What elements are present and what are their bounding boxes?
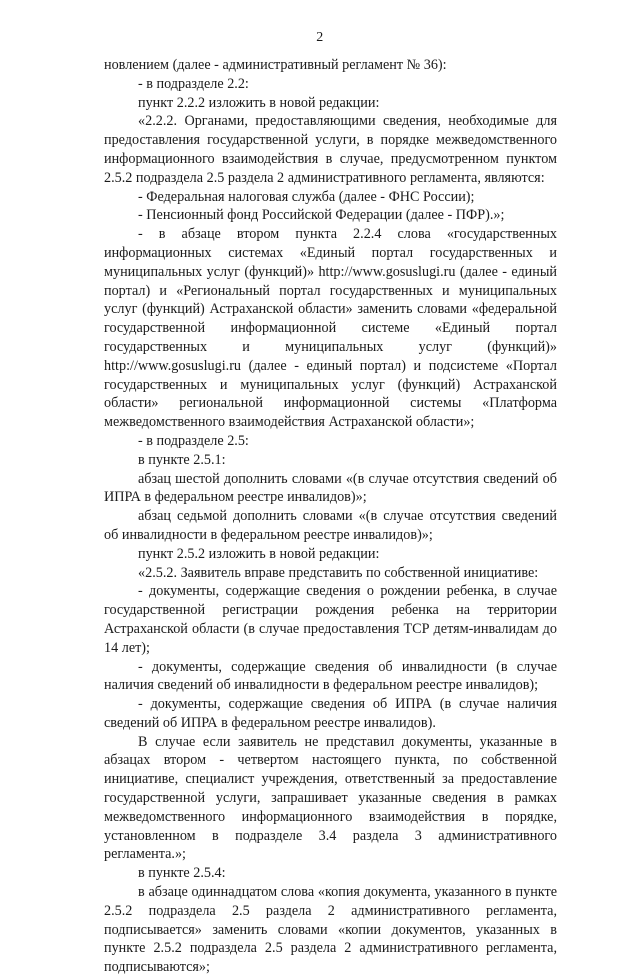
- paragraph: в пункте 2.5.4:: [138, 865, 226, 882]
- paragraph: - документы, содержащие сведения об инвалидности (в случае наличия сведений об инвалидности в федеральном реестре инвалидов);: [104, 658, 557, 694]
- paragraph: абзац седьмой дополнить словами «(в случае отсутствия сведений об инвалидности в федеральном реестре инвалидов)»;: [104, 508, 557, 543]
- paragraph: в пункте 2.5.1:: [138, 451, 226, 468]
- paragraph: «2.2.2. Органами, предоставляющими сведения, необходимые для предоставления государственной услуги, в порядке межведомственного информационного взаимодействия в случае, предусмотренном пунктом 2.5.2 подраздела 2.5 раздела 2 административного регламента, являются:: [104, 113, 557, 186]
- paragraph: - документы, содержащие сведения о рождении ребенка, в случае государственной регистрации рождения ребенка на территории Астраханской области (в случае предоставления ТСР детям-инвалидам до 14 лет);: [104, 583, 557, 656]
- paragraph: - в абзаце втором пункта 2.2.4 слова «государственных информационных системах «Единый портал государственных и муниципальных услуг (функций)» http://www.gosuslugi.ru (далее - единый портал) и «Региональный портал государственных и муниципальных услуг (функций) Астраханской области» заменить словами «федеральной государственной информационной системе «Единый портал государственных и муниципальных услуг (функций)» http://www.gosuslugi.ru (далее - единый портал) и подсистеме «Портал государственных и муниципальных услуг (функций) Астраханской области» региональной информационной системы «Платформа межведомственного взаимодействия Астраханской области»;: [104, 226, 557, 431]
- paragraph: в абзаце одиннадцатом слова «копия документа, указанного в пункте 2.5.2 подраздела 2.5 раздела 2 административного регламента, подписывается» заменить словами «копии документов, указанных в пункте 2.5.2 подраздела 2.5 раздела 2 административного регламента, подписываются»;: [104, 884, 557, 976]
- paragraph: - документы, содержащие сведения об ИПРА (в случае наличия сведений об ИПРА в федеральном реестре инвалидов).: [104, 696, 557, 731]
- paragraph: - Федеральная налоговая служба (далее - ФНС России);: [138, 188, 475, 205]
- paragraph: пункт 2.5.2 изложить в новой редакции:: [138, 545, 380, 562]
- paragraph-continuation: новлением (далее - административный регламент № 36):: [104, 57, 447, 73]
- paragraph: пункт 2.2.2 изложить в новой редакции:: [138, 94, 380, 111]
- paragraph: В случае если заявитель не представил документы, указанные в абзацах втором - четвертом настоящего пункта, по собственной инициативе, специалист учреждения, ответственный за предоставление государственной услуги, запрашивает указанные сведения в рамках межведомственного информационного взаимодействия в порядке, установленном в подразделе 3.4 раздела 3 административного регламента.»;: [104, 733, 557, 863]
- paragraph: «2.5.2. Заявитель вправе представить по собственной инициативе:: [138, 564, 539, 581]
- paragraph: - в подразделе 2.5:: [138, 432, 249, 449]
- paragraph: - Пенсионный фонд Российской Федерации (далее - ПФР).»;: [138, 207, 505, 224]
- paragraph: - в подразделе 2.2:: [138, 75, 249, 92]
- page-number: 2: [316, 30, 324, 45]
- paragraph: абзац шестой дополнить словами «(в случае отсутствия сведений об ИПРА в федеральном реестре инвалидов)»;: [104, 470, 557, 506]
- document-body: [104, 56, 557, 977]
